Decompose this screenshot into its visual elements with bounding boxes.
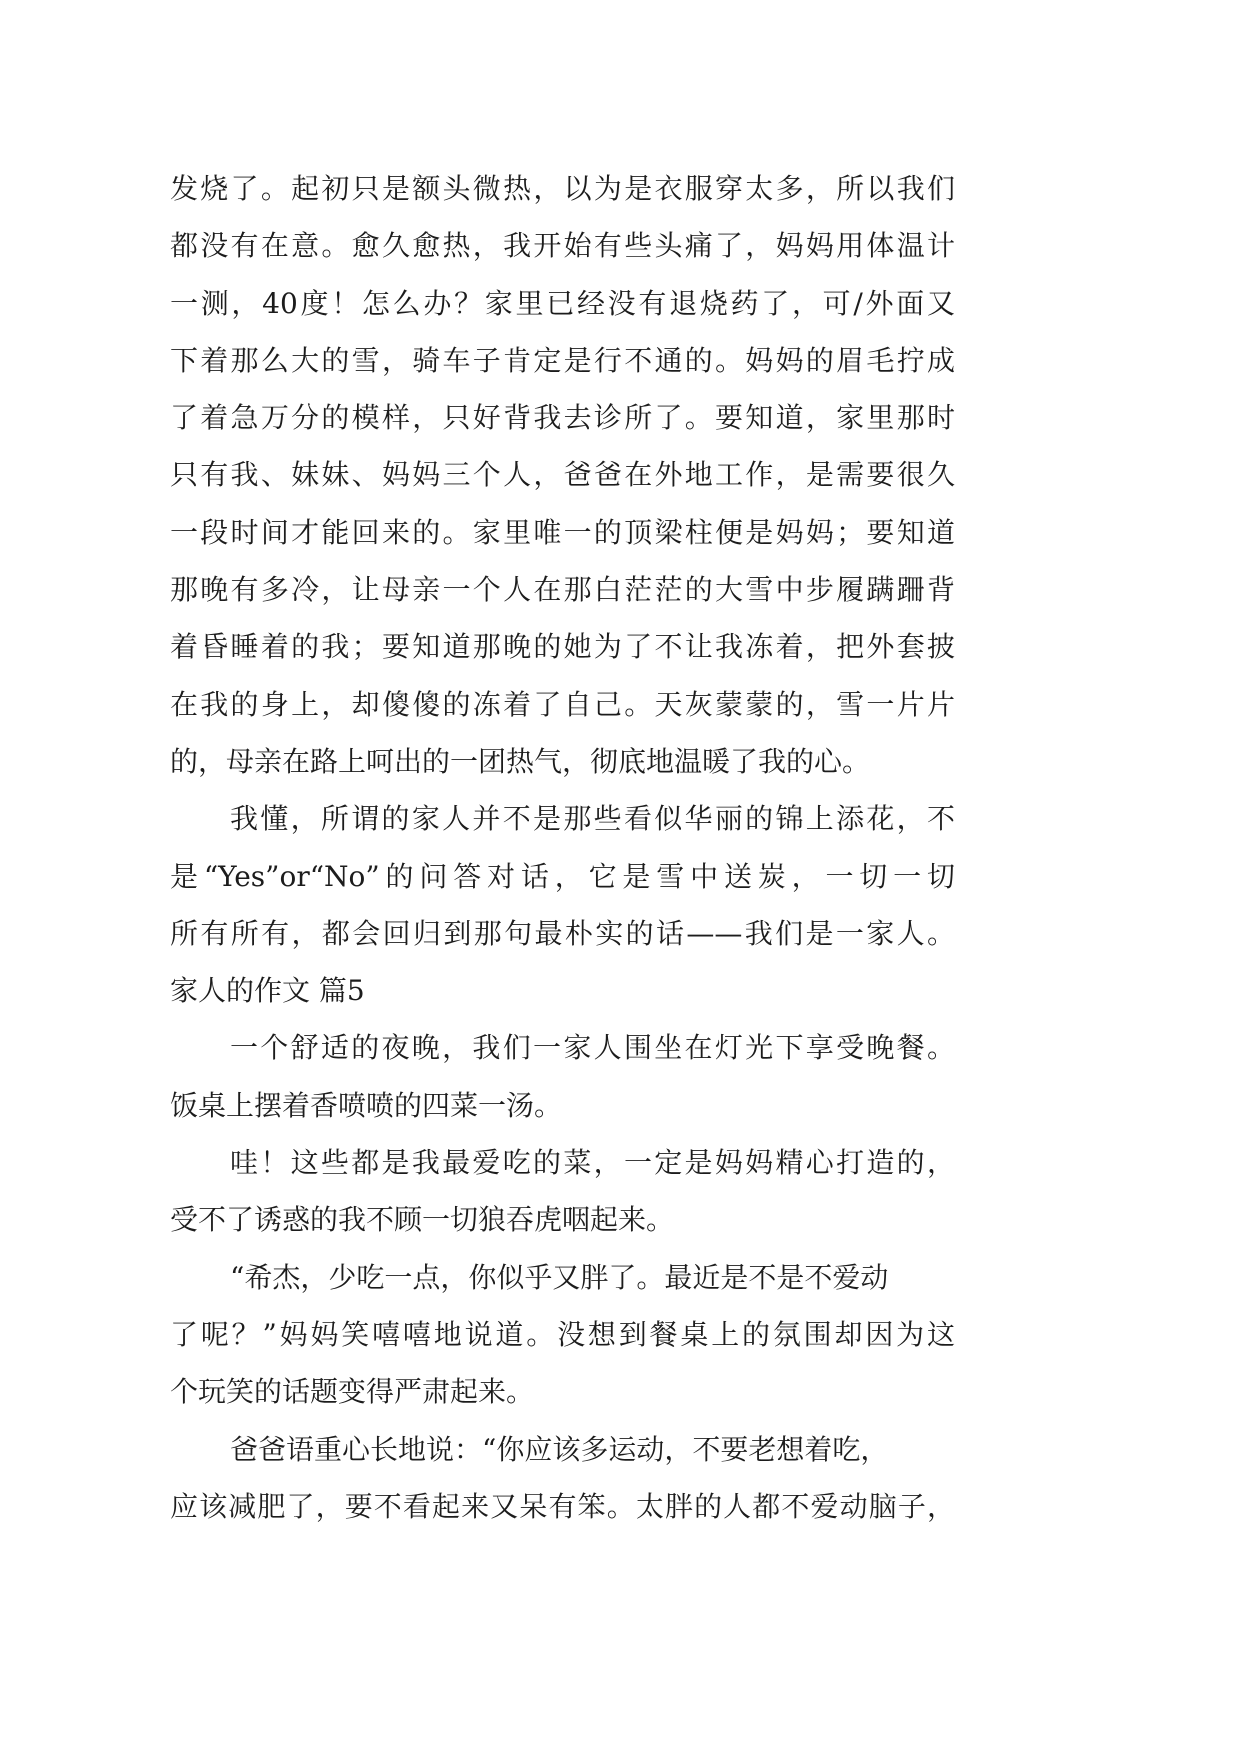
paragraph-line: 只有我、妹妹、妈妈三个人，爸爸在外地工作，是需要很久 [170,458,955,492]
paragraph-line: 饭桌上摆着香喷喷的四菜一汤。 [170,1088,563,1122]
paragraph-line: 一个舒适的夜晚，我们一家人围坐在灯光下享受晚餐。 [230,1031,955,1065]
paragraph-line: 一测，40度！怎么办？家里已经没有退烧药了，可/外面又 [170,286,955,320]
paragraph-line: 爸爸语重心长地说：“你应该多运动，不要老想着吃， [230,1432,889,1466]
paragraph-line: 了呢？”妈妈笑嘻嘻地说道。没想到餐桌上的氛围却因为这 [170,1317,955,1351]
paragraph-line: 在我的身上，却傻傻的冻着了自己。天灰蒙蒙的，雪一片片 [170,687,955,721]
paragraph [170,790,955,962]
paragraph-line: 受不了诱惑的我不顾一切狼吞虎咽起来。 [170,1203,675,1237]
paragraph-line: 应该减肥了，要不看起来又呆有笨。太胖的人都不爱动脑子， [170,1489,955,1523]
paragraph [170,1421,955,1536]
paragraph-line: 发烧了。起初只是额头微热，以为是衣服穿太多，所以我们 [170,172,955,205]
paragraph-line: 我懂，所谓的家人并不是那些看似华丽的锦上添花，不 [230,802,955,836]
document-page [170,160,955,1535]
paragraph [170,1019,955,1134]
paragraph-line: 是“Yes”or“No”的问答对话，它是雪中送炭，一切一切 [170,859,955,893]
paragraph-line: 个玩笑的话题变得严肃起来。 [170,1375,535,1409]
section-title: 家人的作文 篇5 [170,974,365,1008]
paragraph-line: 的，母亲在路上呵出的一团热气，彻底地温暖了我的心。 [170,744,871,778]
paragraph [170,1134,955,1249]
paragraph-line: 哇！这些都是我最爱吃的菜，一定是妈妈精心打造的， [230,1146,955,1180]
paragraph-line: “希杰，少吃一点，你似乎又胖了。最近是不是不爱动 [230,1260,889,1294]
paragraph-line: 都没有在意。愈久愈热，我开始有些头痛了，妈妈用体温计 [170,229,955,263]
paragraph [170,160,955,790]
paragraph-line: 所有所有，都会回归到那句最朴实的话——我们是一家人。 [170,916,955,950]
paragraph-line: 一段时间才能回来的。家里唯一的顶梁柱便是妈妈；要知道 [170,515,955,549]
paragraph [170,1249,955,1421]
paragraph-line: 那晚有多冷，让母亲一个人在那白茫茫的大雪中步履蹒跚背 [170,573,955,607]
paragraph-line: 下着那么大的雪，骑车子肯定是行不通的。妈妈的眉毛拧成 [170,343,955,377]
paragraph-line: 了着急万分的模样，只好背我去诊所了。要知道，家里那时 [170,401,955,435]
paragraph-line: 着昏睡着的我；要知道那晚的她为了不让我冻着，把外套披 [170,630,955,664]
